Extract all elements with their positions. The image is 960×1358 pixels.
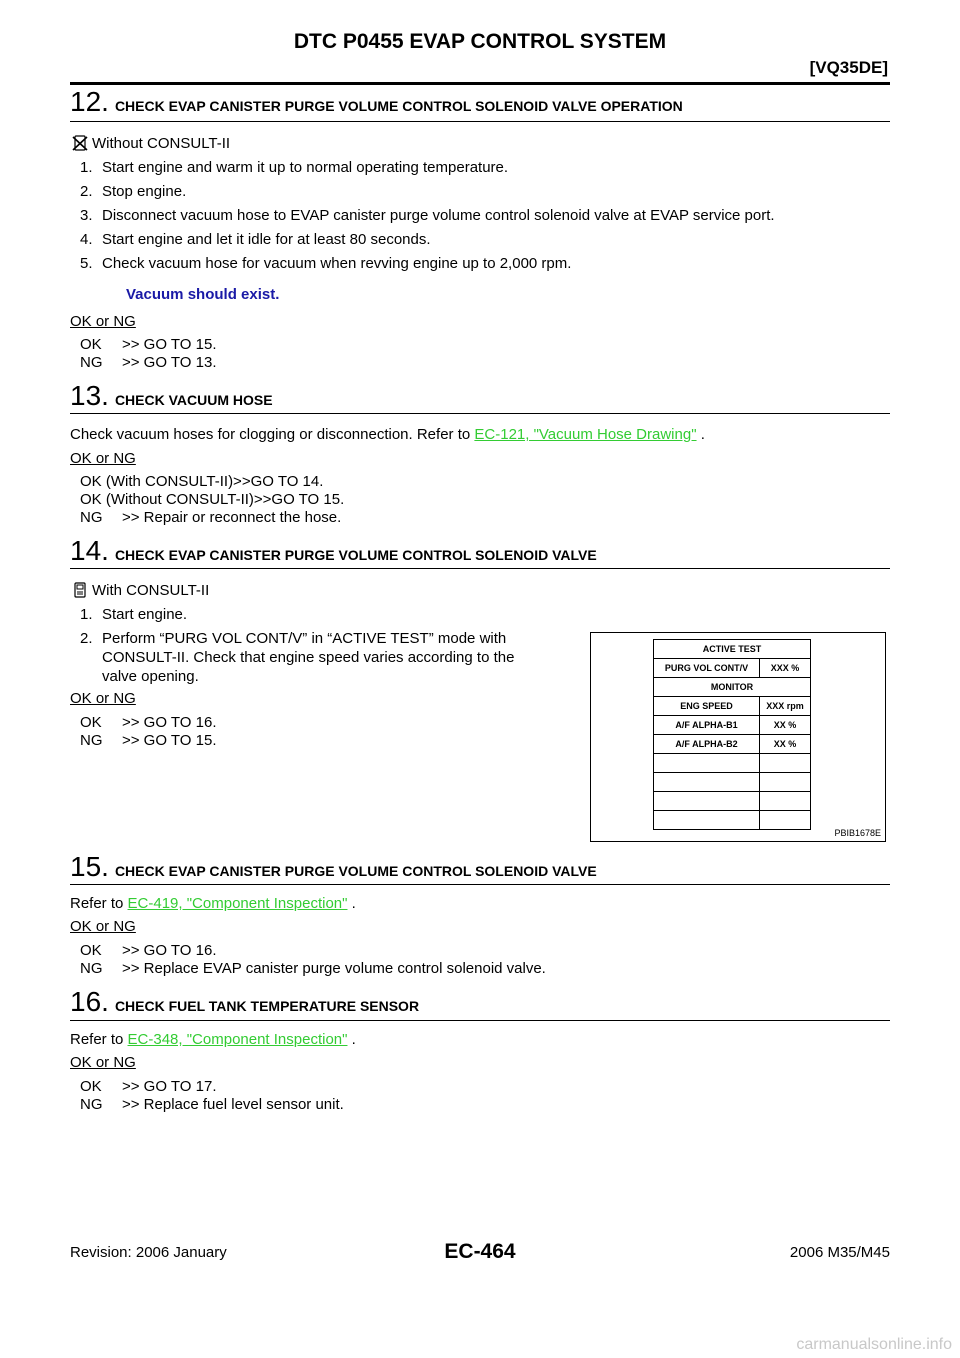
- engine-code: [VQ35DE]: [809, 58, 888, 77]
- ng-line: NG >> Repair or reconnect the hose.: [80, 509, 342, 526]
- refer-text: Refer to EC-419, "Component Inspection" .: [70, 895, 356, 912]
- table-cell: XXX rpm: [759, 697, 810, 716]
- mode-label: With CONSULT-II: [92, 582, 210, 599]
- ng-line: NG >> GO TO 15.: [80, 732, 217, 749]
- watermark: carmanualsonline.info: [796, 1336, 952, 1353]
- mode-label: Without CONSULT-II: [92, 135, 231, 152]
- table-cell: A/F ALPHA-B2: [654, 735, 760, 754]
- step-16-heading: [70, 986, 890, 1018]
- step-12-heading: [70, 86, 890, 118]
- no-consult-icon: [72, 135, 88, 156]
- consult-icon: [72, 582, 88, 603]
- reference-link[interactable]: EC-348, "Component Inspection": [127, 1031, 348, 1048]
- step-title: CHECK EVAP CANISTER PURGE VOLUME CONTROL SOLENOID VALVE: [114, 547, 597, 563]
- list-item: 5. Check vacuum hose for vacuum when revving engine up to 2,000 rpm.: [80, 255, 572, 272]
- step-number: 13.: [70, 380, 109, 411]
- spec-text: Vacuum should exist.: [126, 286, 280, 303]
- okng-heading: OK or NG: [70, 450, 136, 467]
- table-header: ACTIVE TEST: [654, 640, 811, 659]
- table-cell: [654, 773, 760, 792]
- revision-text: Revision: 2006 January: [70, 1244, 227, 1261]
- list-item: 1. Start engine and warm it up to normal operating temperature.: [80, 159, 509, 176]
- list-item-cont: valve opening.: [102, 668, 199, 685]
- okng-heading: OK or NG: [70, 313, 136, 330]
- okng-heading: OK or NG: [70, 1054, 136, 1071]
- table-cell: [654, 811, 760, 830]
- step-title: CHECK FUEL TANK TEMPERATURE SENSOR: [114, 998, 420, 1014]
- ok-line: OK >> GO TO 16.: [80, 942, 217, 959]
- mode-with-consult: [72, 582, 209, 603]
- table-cell: ENG SPEED: [654, 697, 760, 716]
- ng-line: NG >> GO TO 13.: [80, 354, 217, 371]
- table-header: MONITOR: [654, 678, 811, 697]
- table-cell: [759, 792, 810, 811]
- section-rule: [70, 1020, 890, 1021]
- list-item: 2. Stop engine.: [80, 183, 187, 200]
- consult-screen-figure: [590, 632, 886, 842]
- table-cell: [759, 773, 810, 792]
- step-number: 12.: [70, 86, 109, 117]
- table-cell: A/F ALPHA-B1: [654, 716, 760, 735]
- step-number: 15.: [70, 851, 109, 882]
- table-cell: XXX %: [759, 659, 810, 678]
- table-cell: [759, 754, 810, 773]
- mode-without-consult: [72, 135, 230, 156]
- section-rule: [70, 884, 890, 885]
- ok-line: OK >> GO TO 17.: [80, 1078, 217, 1095]
- header-rule: [70, 82, 890, 85]
- table-cell: PURG VOL CONT/V: [654, 659, 760, 678]
- model-text: 2006 M35/M45: [789, 1244, 890, 1261]
- list-item: 3. Disconnect vacuum hose to EVAP canister purge volume control solenoid valve at EVAP service port.: [80, 207, 775, 224]
- ok-line: OK >> GO TO 16.: [80, 714, 217, 731]
- section-rule: [70, 413, 890, 414]
- step-title: CHECK VACUUM HOSE: [114, 392, 273, 408]
- step-13-heading: [70, 380, 890, 412]
- step-number: 16.: [70, 986, 109, 1017]
- ok-line: OK (With CONSULT-II)>>GO TO 14.: [80, 473, 324, 490]
- refer-text: Check vacuum hoses for clogging or disconnection. Refer to EC-121, "Vacuum Hose Drawing" .: [70, 426, 705, 443]
- ng-line: NG >> Replace EVAP canister purge volume control solenoid valve.: [80, 960, 546, 977]
- list-item: 2. Perform “PURG VOL CONT/V” in “ACTIVE TEST” mode with: [80, 630, 507, 647]
- ok-line: OK (Without CONSULT-II)>>GO TO 15.: [80, 491, 345, 508]
- table-cell: XX %: [759, 716, 810, 735]
- section-rule: [70, 121, 890, 122]
- step-15-heading: [70, 851, 890, 883]
- list-item-cont: CONSULT-II. Check that engine speed varies according to the: [102, 649, 515, 666]
- page-title: DTC P0455 EVAP CONTROL SYSTEM: [293, 30, 667, 53]
- step-14-heading: [70, 535, 890, 567]
- ng-line: NG >> Replace fuel level sensor unit.: [80, 1096, 344, 1113]
- step-title: CHECK EVAP CANISTER PURGE VOLUME CONTROL SOLENOID VALVE OPERATION: [114, 98, 683, 114]
- table-cell: [654, 754, 760, 773]
- okng-heading: OK or NG: [70, 918, 136, 935]
- refer-text: Refer to EC-348, "Component Inspection" .: [70, 1031, 356, 1048]
- step-title: CHECK EVAP CANISTER PURGE VOLUME CONTROL SOLENOID VALVE: [114, 863, 597, 879]
- table-cell: [759, 811, 810, 830]
- section-rule: [70, 568, 890, 569]
- okng-heading: OK or NG: [70, 690, 136, 707]
- active-test-table: [653, 639, 811, 830]
- page-number: EC-464: [444, 1240, 516, 1263]
- reference-link[interactable]: EC-121, "Vacuum Hose Drawing": [474, 426, 697, 443]
- list-item: 4. Start engine and let it idle for at least 80 seconds.: [80, 231, 431, 248]
- reference-link[interactable]: EC-419, "Component Inspection": [127, 895, 348, 912]
- list-item: 1. Start engine.: [80, 606, 188, 623]
- table-cell: XX %: [759, 735, 810, 754]
- ok-line: OK >> GO TO 15.: [80, 336, 217, 353]
- step-number: 14.: [70, 535, 109, 566]
- table-cell: [654, 792, 760, 811]
- figure-id: PBIB1678E: [834, 828, 881, 838]
